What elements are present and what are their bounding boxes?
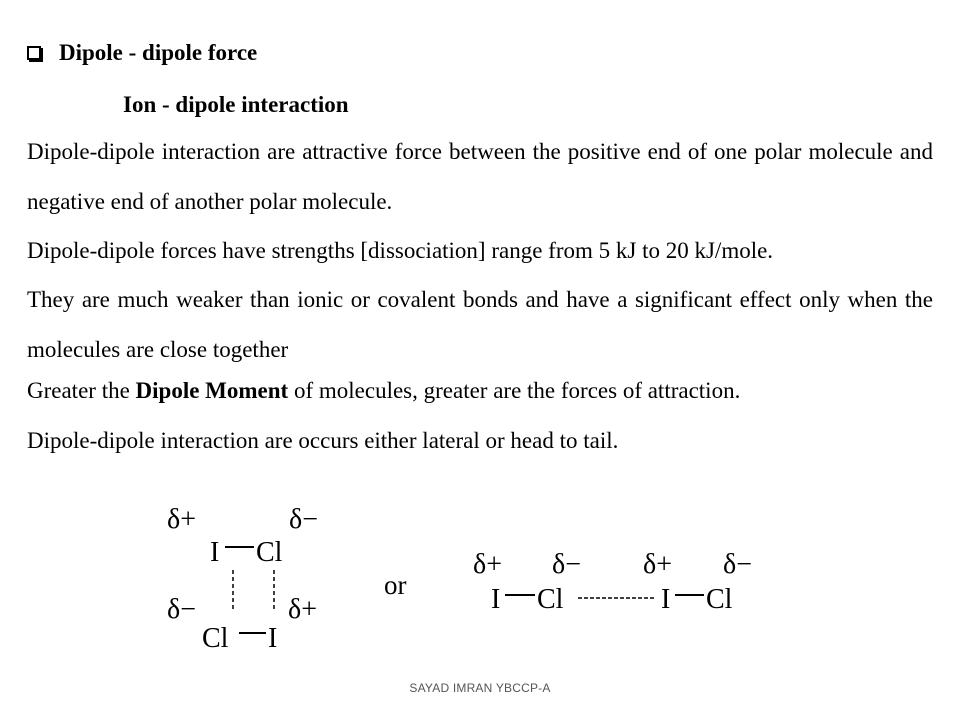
- atom-chlorine: Cl: [537, 584, 564, 615]
- slide-footer: SAYAD IMRAN YBCCP-A: [409, 681, 551, 695]
- charge-delta-plus: δ+: [167, 504, 196, 535]
- paragraph-weaker: They are much weaker than ionic or covalent bonds and have a significant effect only when the molecules are close together: [27, 287, 933, 362]
- charge-delta-minus: δ−: [723, 549, 752, 580]
- atom-iodine: I: [661, 584, 671, 615]
- paragraph-strength: Dipole-dipole forces have strengths [dissociation] range from 5 kJ to 20 kJ/mole.: [27, 238, 774, 263]
- lateral-arrangement: [167, 504, 318, 654]
- heading-text: Dipole - dipole force: [59, 40, 258, 65]
- charge-delta-minus: δ−: [167, 594, 196, 625]
- atom-chlorine: Cl: [706, 584, 733, 615]
- dipole-moment-text-before: Greater the: [27, 378, 136, 403]
- charge-delta-minus: δ−: [552, 549, 581, 580]
- dipole-moment-text-after: of molecules, greater are the forces of attraction.: [288, 378, 741, 403]
- head-to-tail-arrangement: [473, 549, 752, 615]
- atom-iodine: I: [268, 623, 278, 654]
- atom-iodine: I: [491, 584, 501, 615]
- charge-delta-minus: δ−: [289, 504, 318, 535]
- atom-chlorine: Cl: [202, 623, 229, 654]
- connector-word: or: [384, 570, 407, 600]
- paragraph-orientation: Dipole-dipole interaction are occurs either lateral or head to tail.: [27, 428, 619, 453]
- charge-delta-plus: δ+: [288, 594, 317, 625]
- atom-chlorine: Cl: [256, 537, 283, 568]
- charge-delta-plus: δ+: [643, 549, 672, 580]
- charge-delta-plus: δ+: [473, 549, 502, 580]
- slide-subheading: Ion - dipole interaction: [123, 92, 349, 117]
- dipole-moment-bold: Dipole Moment: [135, 378, 289, 403]
- atom-iodine: I: [210, 537, 220, 568]
- paragraph-definition: Dipole-dipole interaction are attractive force between the positive end of one polar molecule and negative end of another polar molecule.: [27, 139, 933, 214]
